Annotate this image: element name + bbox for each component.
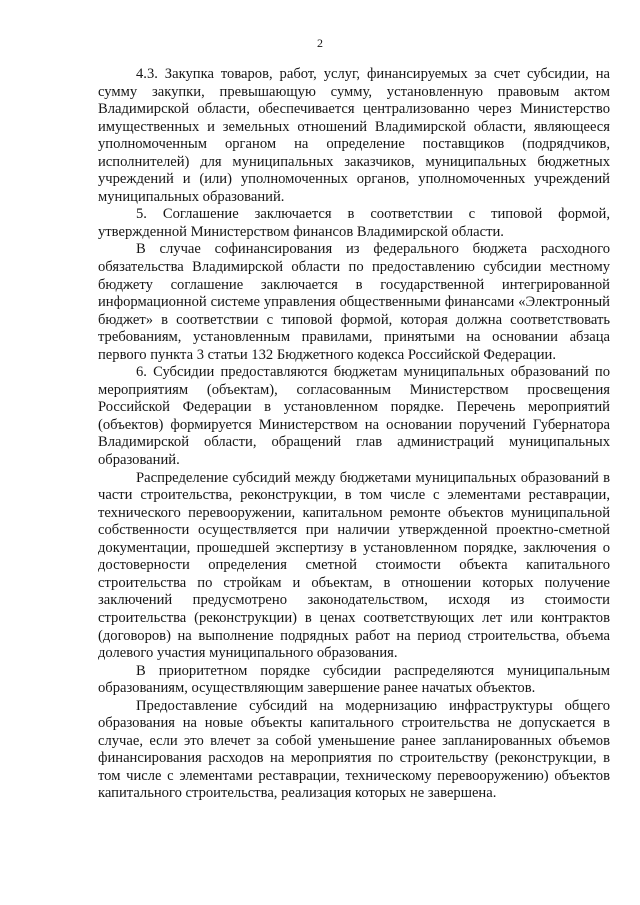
document-body [98,66,610,803]
paragraph-priority: В приоритетном порядке субсидии распределяются муниципальным образованиям, осуществляющим завершение ранее начатых объектов. [98,662,610,697]
paragraph-4-3-procurement: 4.3. Закупка товаров, работ, услуг, финансируемых за счет субсидии, на сумму закупки, превышающую сумму, установленную правовым актом Владимирской области, обеспечивается централизованно через Министерство имущественных и земельных отношений Владимирской области, являющееся уполномоченным органом на определение поставщиков (подрядчиков, исполнителей) для муниципальных заказчиков, муниципальных бюджетных учреждений и (или) уполномоченных органов, уполномоченных учреждений муниципальных образований. [98,66,610,205]
paragraph-distribution: Распределение субсидий между бюджетами муниципальных образований в части строительства, реконструкции, в том числе с элементами реставрации, технического перевооружении, капитальном ремонте объектов муниципальной собственности осуществляется при наличии утвержденной проектно-сметной документации, прошедшей экспертизу в установленном порядке, заключения о достоверности определения сметной стоимости объекта капитального строительства по стройкам и объектам, в отношении которых получение заключений предусмотрено законодательством, исходя из стоимости строительства (реконструкции) в ценах соответствующих лет или контрактов (договоров) на выполнение подрядных работ на период строительства, объема долевого участия муниципального образования. [98,469,610,662]
paragraph-modernization: Предоставление субсидий на модернизацию инфраструктуры общего образования на новые объекты капитального строительства не допускается в случае, если это влечет за собой уменьшение ранее запланированных объемов финансирования расходов на мероприятия по строительству (реконструкции, в том числе с элементами реставрации, техническому перевооружению) объектов капитального строительства, реализация которых не завершена. [98,697,610,802]
paragraph-6-subsidies: 6. Субсидии предоставляются бюджетам муниципальных образований по мероприятиям (объектам), согласованным Министерством просвещения Российской Федерации в установленном порядке. Перечень мероприятий (объектов) формируется Министерством на основании поручений Губернатора Владимирской области, обращений глав администраций муниципальных образований. [98,364,610,469]
paragraph-cofinancing: В случае софинансирования из федерального бюджета расходного обязательства Владимирской области по предоставлению субсидии местному бюджету соглашение заключается в государственной интегрированной информационной системе управления общественными финансами «Электронный бюджет» в соответствии с типовой формой, которая должна соответствовать требованиям, установленным правилами, принятыми на основании абзаца первого пункта 3 статьи 132 Бюджетного кодекса Российской Федерации. [98,241,610,363]
paragraph-5-agreement: 5. Соглашение заключается в соответствии с типовой формой, утвержденной Министерством финансов Владимирской области. [98,206,610,240]
page-number: 2 [317,36,323,50]
